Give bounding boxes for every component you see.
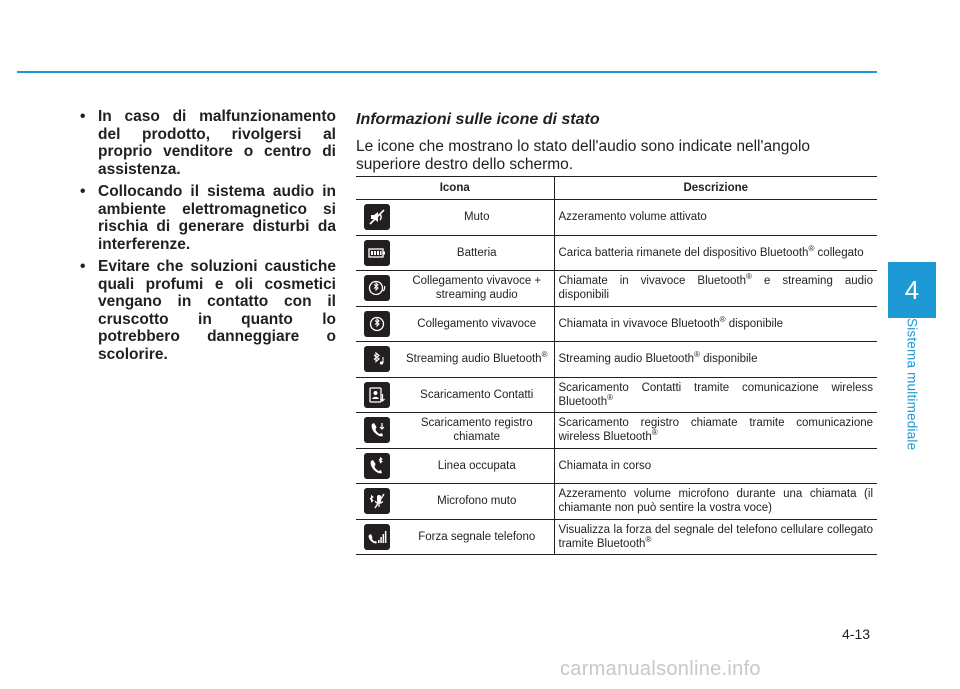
icon-name: Streaming audio Bluetooth® [400,342,554,378]
battery-icon [364,240,390,266]
bullet-dot: • [80,258,86,275]
icon-description: Azzeramento volume microfono durante una chiamata (il chiamante non può sentire la vostra voce) [554,484,877,520]
bullet-item: • In caso di malfunzionamento del prodotto, rivolgersi al proprio venditore o centro di assistenza. [80,108,336,178]
icon-name: Collegamento vivavoce [400,306,554,342]
icon-description: Streaming audio Bluetooth® disponibile [554,342,877,378]
section-label: Sistema multimediale [904,318,920,451]
icon-name: Microfono muto [400,484,554,520]
icon-name: Scaricamento registro chiamate [400,413,554,449]
signal-strength-icon [364,524,390,550]
notes-column [78,108,336,368]
bluetooth-audio-icon [364,346,390,372]
section-title: Informazioni sulle icone di stato [356,111,600,128]
handsfree-streaming-icon [364,275,390,301]
icon-description: Scaricamento registro chiamate tramite comunicazione wireless Bluetooth® [554,413,877,449]
icon-name: Collegamento vivavoce + streaming audio [400,271,554,307]
bullet-dot: • [80,183,86,200]
icon-name: Linea occupata [400,448,554,484]
table-row [356,306,877,342]
watermark-text: carmanualsonline.info [560,658,761,680]
table-row [356,271,877,307]
icon-description: Chiamata in vivavoce Bluetooth® disponibile [554,306,877,342]
section-intro: Le icone che mostrano lo stato dell'audio sono indicate nell'angolo superiore destro dello schermo. [356,138,811,173]
phone-busy-icon [364,453,390,479]
icon-description: Chiamate in vivavoce Bluetooth® e streaming audio disponibili [554,271,877,307]
table-row [356,235,877,271]
mute-icon [364,204,390,230]
icon-name: Scaricamento Contatti [400,377,554,413]
table-row [356,448,877,484]
icon-name: Batteria [400,235,554,271]
bullet-dot: • [80,108,86,125]
bullet-item: • Evitare che soluzioni caustiche quali profumi e oli cosmetici vengano in contatto con il cruscotto in quanto lo potrebbero danneggiare o scolorire. [80,258,336,363]
table-row [356,413,877,449]
header-description: Descrizione [554,177,877,200]
table-row [356,342,877,378]
bullet-item: • Collocando il sistema audio in ambiente elettromagnetico si rischia di generare disturbi da interferenze. [80,183,336,253]
icon-description: Visualizza la forza del segnale del telefono cellulare collegato tramite Bluetooth® [554,519,877,555]
table-row [356,377,877,413]
status-icons-section [356,110,878,174]
page-number: 4-13 [842,626,871,642]
header-icon: Icona [356,177,554,200]
table-row [356,200,877,236]
top-rule [17,71,877,73]
mic-mute-icon [364,488,390,514]
status-icons-table [356,176,877,555]
icon-name: Muto [400,200,554,236]
icon-description: Scaricamento Contatti tramite comunicazione wireless Bluetooth® [554,377,877,413]
icon-description: Azzeramento volume attivato [554,200,877,236]
icon-name: Forza segnale telefono [400,519,554,555]
table-row [356,484,877,520]
icon-description: Carica batteria rimanete del dispositivo Bluetooth® collegato [554,235,877,271]
icon-description: Chiamata in corso [554,448,877,484]
chapter-tab: 4 [888,262,936,318]
contacts-download-icon [364,382,390,408]
handsfree-icon [364,311,390,337]
table-row [356,519,877,555]
call-log-download-icon [364,417,390,443]
